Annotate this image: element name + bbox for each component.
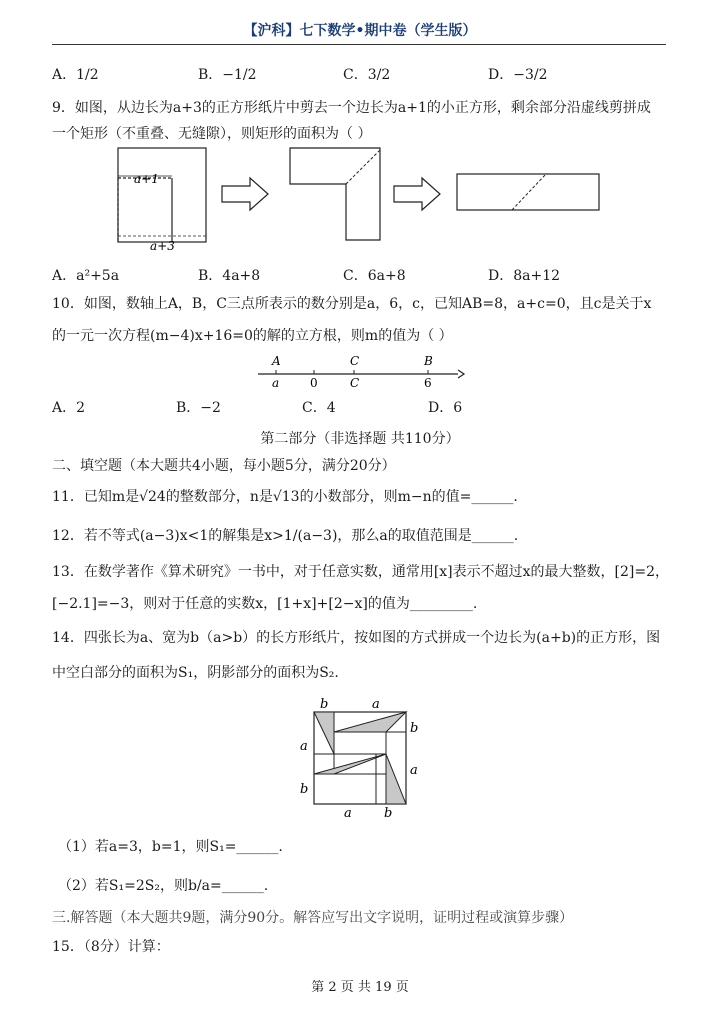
page-footer: 第 2 页 共 19 页 [311,980,409,995]
header-rule [52,44,666,45]
section2-heading: 二、填空题（本大题共4小题，每小题5分，满分20分） [52,458,396,474]
q13-text-line2: [−2.1]=−3，则对于任意的实数x，[1+x]+[2−x]的值为_________. [52,596,478,612]
q9-l-cut [346,150,380,184]
q14-text-line2: 中空白部分的面积为S₁，阴影部分的面积为S₂. [52,665,339,681]
q10-text-line2: 的一元一次方程(m−4)x+16=0的解的立方根，则m的值为（ ） [52,328,453,344]
q8-option-a: A．1/2 [52,67,99,83]
q14-label-bottom-b: b [384,806,393,821]
q15-text: 15．（8分）计算： [52,939,170,955]
q9-l-shape [290,148,380,240]
q10-option-b: B．−2 [176,400,221,416]
page-header-title: 【沪科】七下数学•期中卷（学生版） [243,23,477,39]
q14-label-right-b: b [410,721,419,736]
value-c-label: C [350,376,360,390]
q14-shaded-3 [386,754,406,804]
q10-option-a: A．2 [52,400,86,416]
q9-figure [100,142,610,254]
arrow-1-icon [222,178,268,210]
q9-result-rect [457,174,599,210]
point-a-label: A [272,354,281,368]
q9-option-a: A．a²+5a [52,268,120,284]
q9-label-inner: a+1 [134,172,159,186]
value-0-label: 0 [310,376,318,390]
q13-text-line1: 13．在数学著作《算术研究》一书中，对于任意实数，通常用[x]表示不超过x的最大整数，[2]=2， [52,564,669,580]
q12-text: 12．若不等式(a−3)x<1的解集是x>1/(a−3)，那么a的取值范围是______. [52,528,519,544]
q14-label-left-b: b [300,782,309,797]
q14-label-left-a: a [300,739,308,754]
q14-shaded-2 [334,712,406,732]
q14-label-bottom-a: a [344,806,352,821]
part2-title: 第二部分（非选择题 共110分） [260,431,460,447]
q10-number-line [250,350,470,392]
q8-option-b: B．−1/2 [198,67,257,83]
q14-sub1: （1）若a=3，b=1，则S₁=______. [58,839,283,855]
value-a-label: a [272,376,280,390]
q10-text-line1: 10．如图，数轴上A，B，C三点所表示的数分别是a，6，c，已知AB=8，a+c=0，且c是关于x [52,296,652,312]
q9-option-c: C．6a+8 [343,268,406,284]
q14-label-top-a: a [372,697,380,712]
point-c-label: C [350,354,360,368]
q9-text-line2: 一个矩形（不重叠、无缝隙），则矩形的面积为（ ） [52,126,372,142]
q14-sub2: （2）若S₁=2S₂，则b/a=______. [58,878,269,894]
q8-option-d: D．−3/2 [488,67,548,83]
q11-text: 11．已知m是√24的整数部分，n是√13的小数部分，则m−n的值=______. [52,489,518,505]
q14-text-line1: 14．四张长为a、宽为b（a>b）的长方形纸片，按如图的方式拼成一个边长为(a+b)的正方形，图 [52,630,661,646]
point-b-label: B [424,354,433,368]
q9-text-line1: 9．如图，从边长为a+3的正方形纸片中剪去一个边长为a+1的小正方形，剩余部分沿虚线剪拼成 [52,100,651,116]
q9-rect-cut [512,174,546,210]
q10-option-c: C．4 [302,400,336,416]
q10-option-d: D．6 [428,400,463,416]
q9-option-b: B．4a+8 [198,268,261,284]
q9-option-d: D．8a+12 [488,268,561,284]
number-line-arrow-icon [458,370,464,378]
arrow-2-icon [394,178,440,210]
q14-figure [292,692,432,822]
q9-label-outer: a+3 [150,239,175,253]
q9-outer-square [118,148,206,242]
value-6-label: 6 [424,376,432,390]
q14-label-top-b: b [320,697,329,712]
q14-label-right-a: a [410,763,418,778]
section3-heading: 三.解答题（本大题共9题，满分90分。解答应写出文字说明，证明过程或演算步骤） [52,910,574,926]
q14-shaded-1 [314,712,334,754]
q14-shaded-4 [314,754,386,774]
q8-option-c: C．3/2 [343,67,391,83]
